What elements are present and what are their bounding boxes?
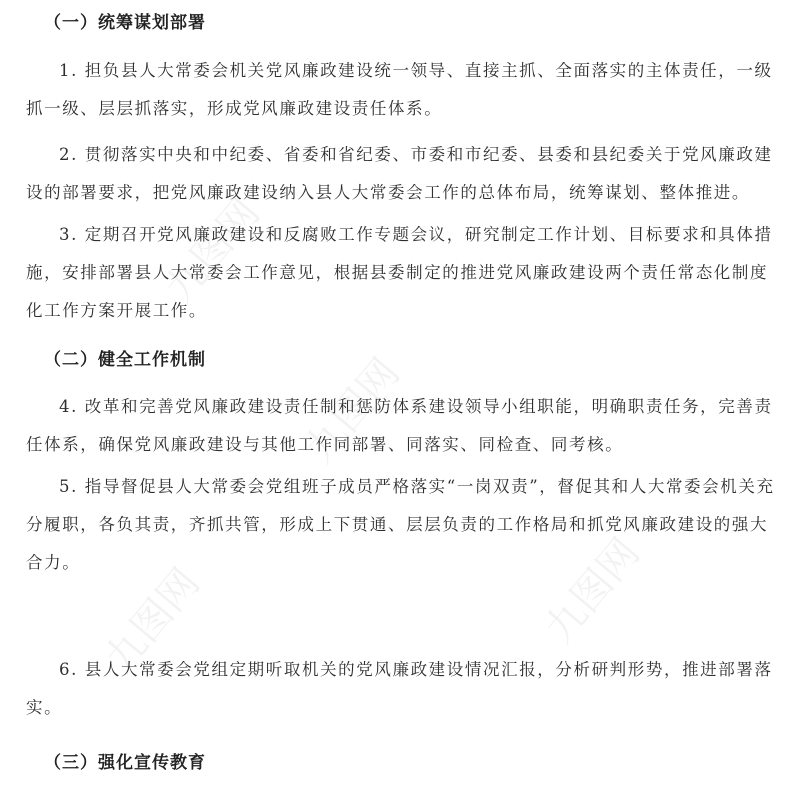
watermark: 九图网 <box>96 560 209 682</box>
section-heading-2: （二）健全工作机制 <box>44 350 206 370</box>
watermark: 九图网 <box>156 190 269 312</box>
paragraph-3: 3. 定期召开党风廉政建设和反腐败工作专题会议，研究制定工作计划、目标要求和具体措施，安排部署县人大常委会工作意见，根据县委制定的推进党风廉政建设两个责任常态化制度化工作方案开展工作。 <box>26 225 773 320</box>
paragraph-4: 4. 改革和完善党风廉政建设责任制和惩防体系建设领导小组职能，明确职责任务，完善责任体系，确保党风廉政建设与其他工作同部署、同落实、同检查、同考核。 <box>26 397 773 454</box>
watermark: 九图网 <box>296 350 409 472</box>
watermark: 九图网 <box>536 530 649 652</box>
paragraph-5: 5. 指导督促县人大常委会党组班子成员严格落实“一岗双责”，督促其和人大常委会机关充分履职，各负其责，齐抓共管，形成上下贯通、层层负责的工作格局和抓党风廉政建设的强大合力。 <box>26 477 775 572</box>
paragraph-6: 6. 县人大常委会党组定期听取机关的党风廉政建设情况汇报，分析研判形势，推进部署落实。 <box>26 660 773 717</box>
section-heading-3: （三）强化宣传教育 <box>44 753 206 773</box>
paragraph-1: 1. 担负县人大常委会机关党风廉政建设统一领导、直接主抓、全面落实的主体责任，一级抓一级、层层抓落实，形成党风廉政建设责任体系。 <box>26 61 773 118</box>
paragraph-2: 2. 贯彻落实中央和中纪委、省委和省纪委、市委和市纪委、县委和县纪委关于党风廉政建设的部署要求，把党风廉政建设纳入县人大常委会工作的总体布局，统筹谋划、整体推进。 <box>26 145 773 202</box>
section-heading-1: （一）统筹谋划部署 <box>44 13 206 33</box>
